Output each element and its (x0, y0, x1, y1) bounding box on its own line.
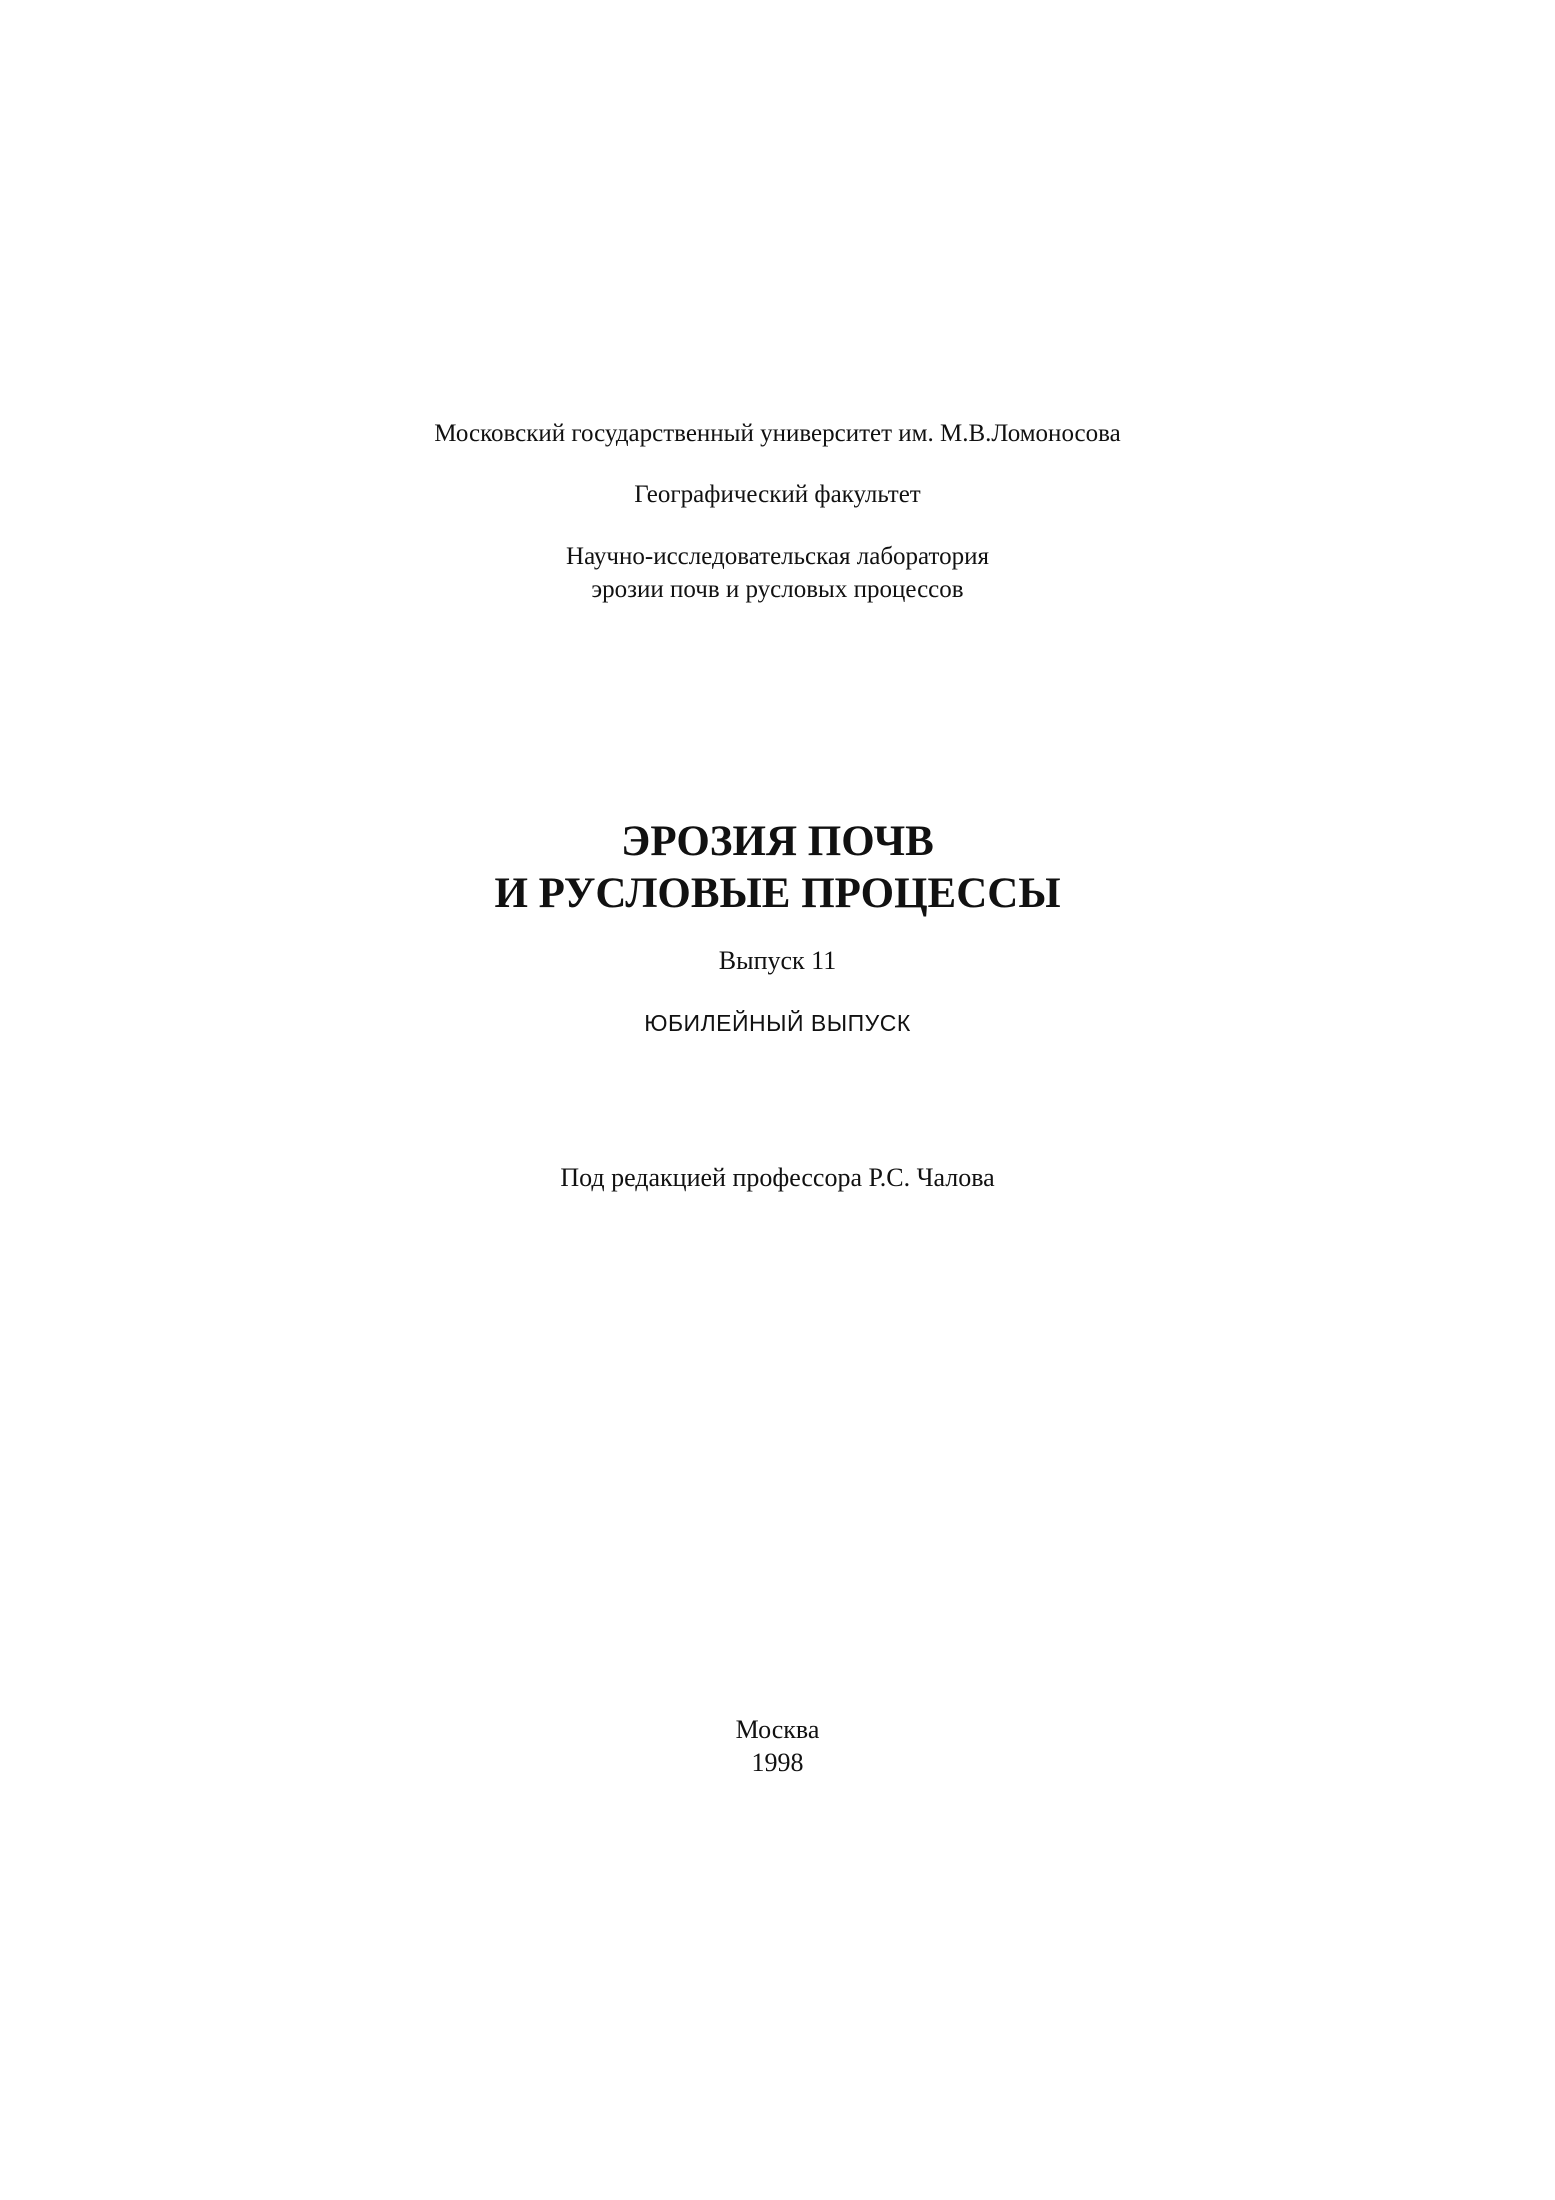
faculty-name: Географический факультет (634, 481, 921, 508)
laboratory-name-line-1: Научно-исследовательская лаборатория (566, 543, 989, 570)
imprint-city: Москва (735, 1715, 820, 1744)
book-title-line-2: И РУСЛОВЫЕ ПРОЦЕССЫ (494, 870, 1061, 917)
university-name: Московский государственный университет им. М.В.Ломоносова (434, 420, 1121, 447)
editor-credit: Под редакцией профессора Р.С. Чалова (560, 1163, 995, 1192)
laboratory-name-line-2: эрозии почв и русловых процессов (591, 576, 964, 603)
edition-label: ЮБИЛЕЙНЫЙ ВЫПУСК (644, 1010, 911, 1036)
issue-number: Выпуск 11 (718, 946, 837, 975)
imprint-year: 1998 (751, 1748, 804, 1777)
book-title-line-1: ЭРОЗИЯ ПОЧВ (621, 818, 934, 865)
